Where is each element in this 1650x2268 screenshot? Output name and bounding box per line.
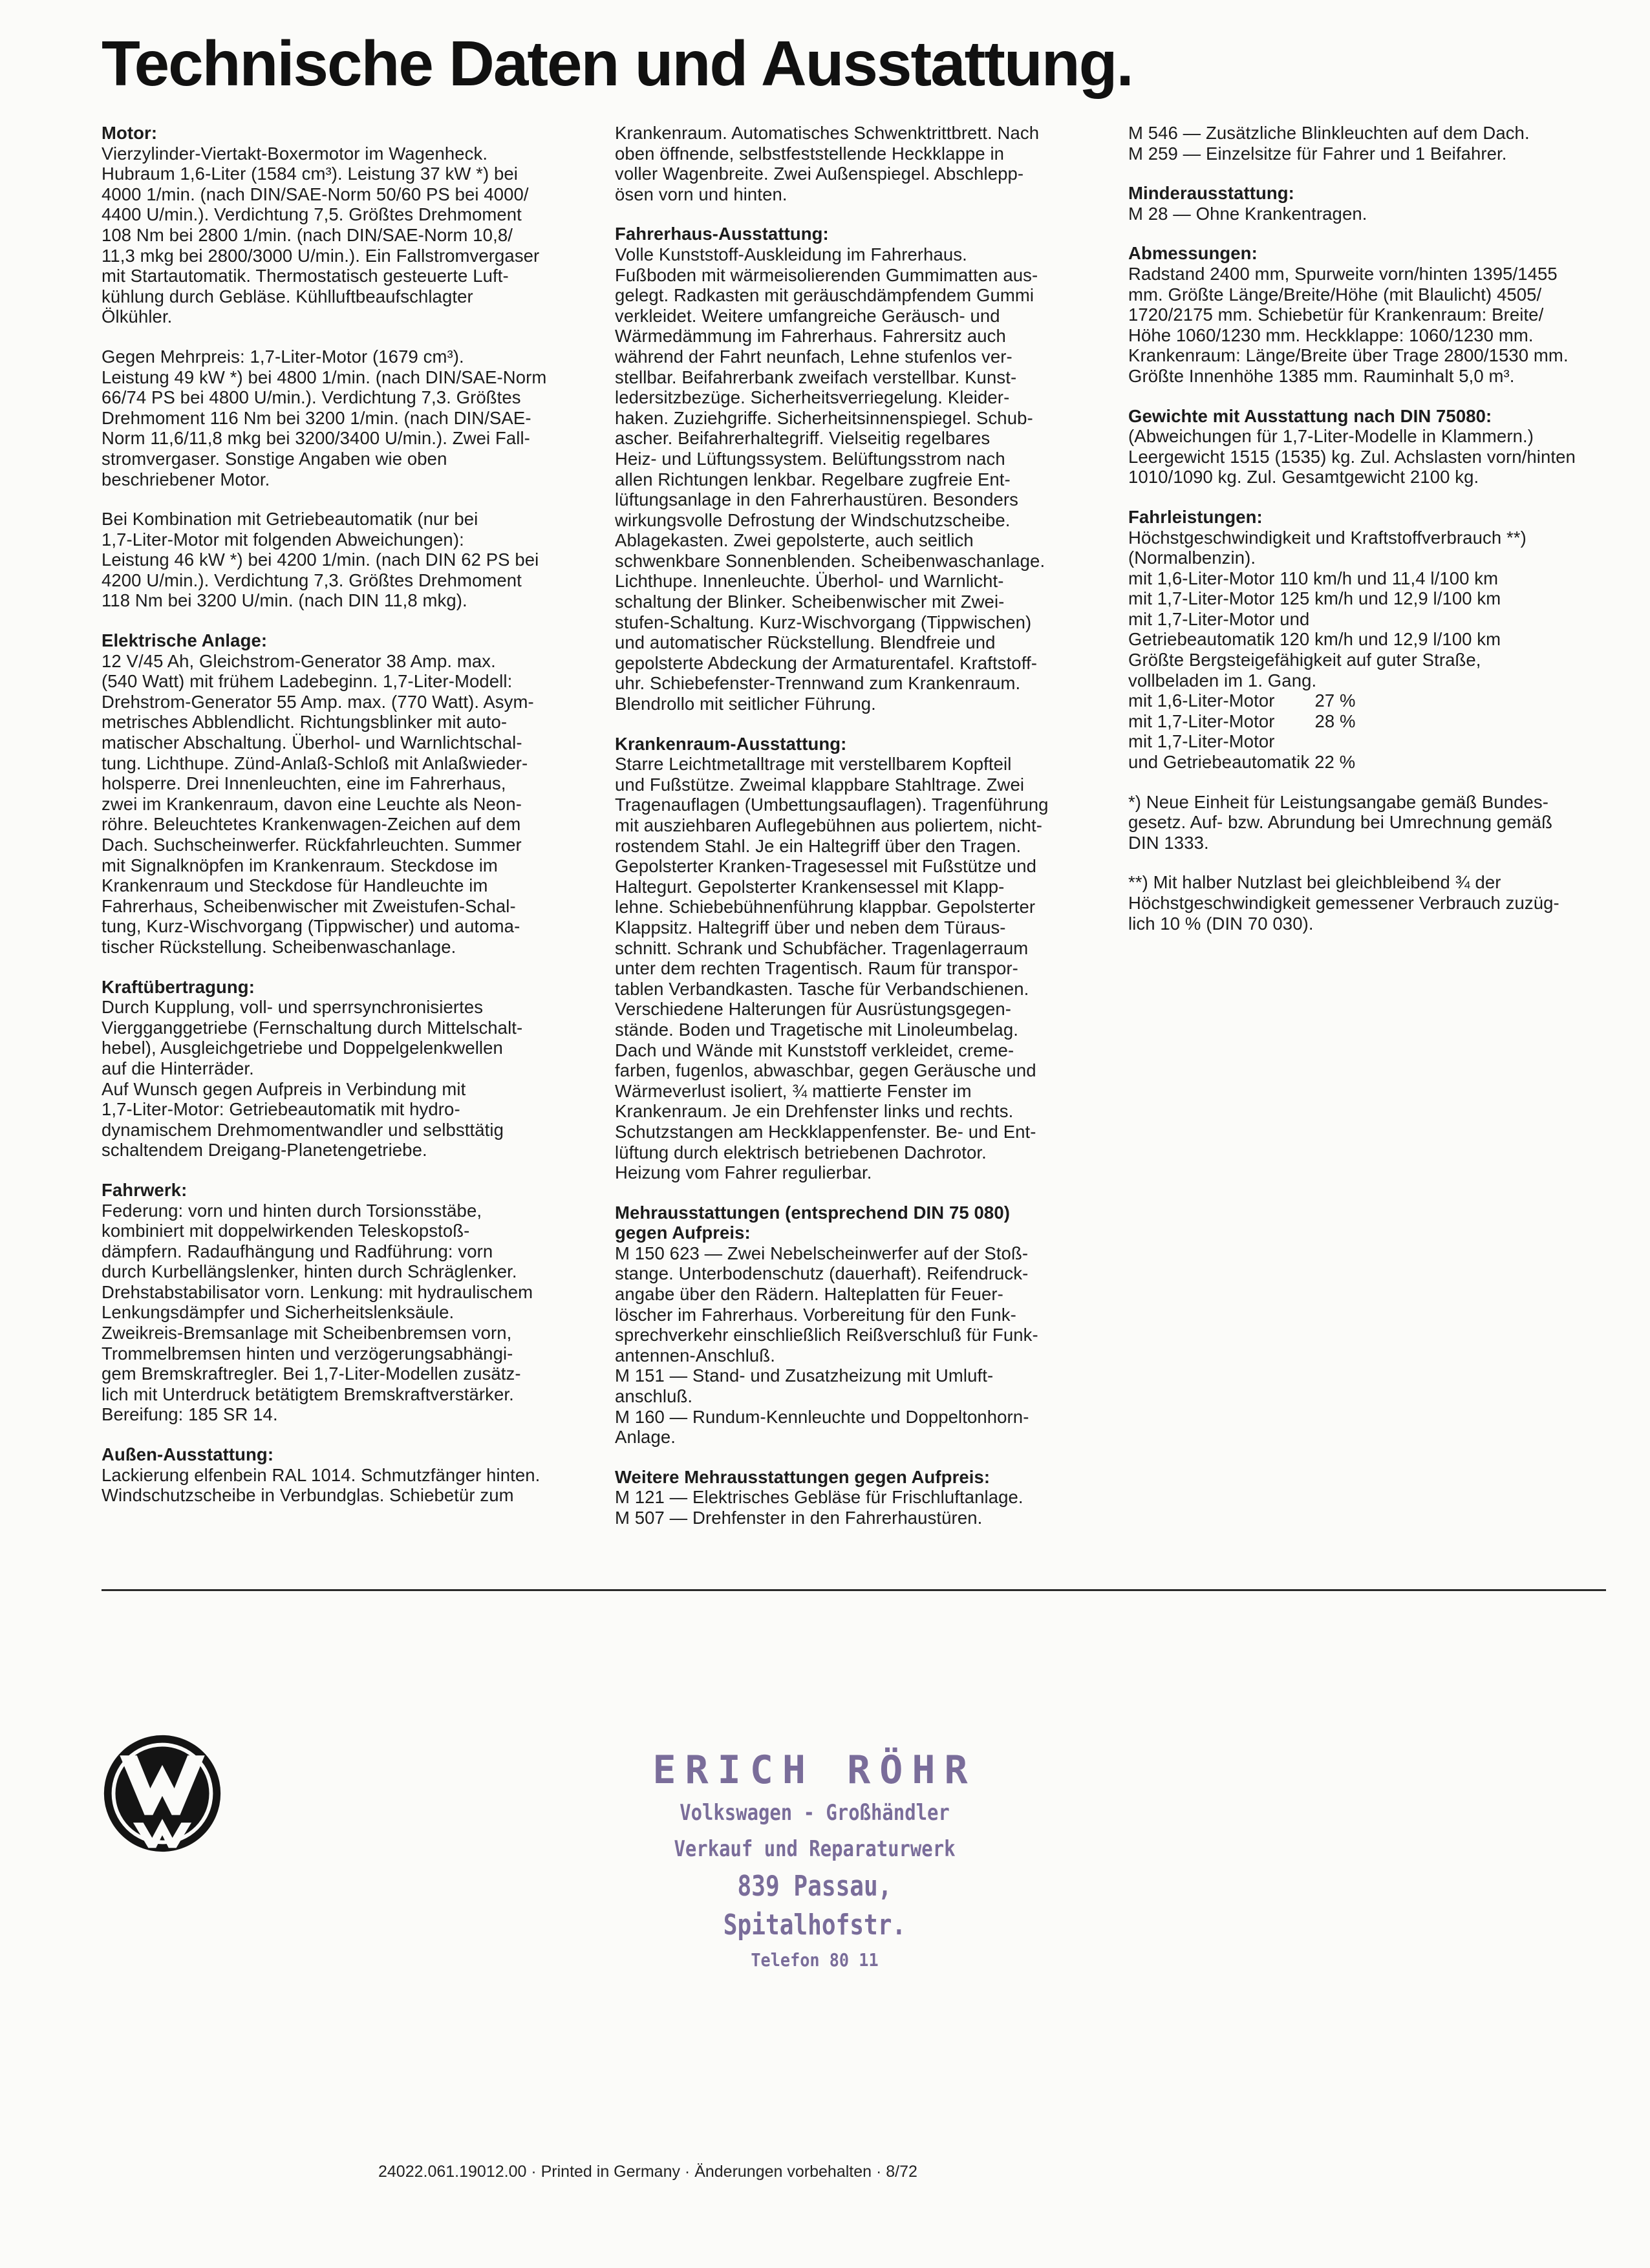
- section-minderausstattung: [1128, 183, 1607, 224]
- section-text: Volle Kunststoff-Auskleidung im Fahrerhaus. Fußboden mit wärmeisolierenden Gummimatten aus- gelegt. Radkasten mit geräuschdämpfendem Gummi verkleidet. Weitere umfangreiche Geräusch- und Wärmedämmung im Fahrerhaus. Fahrersitz auch während der Fahrt neunfach, Lehne stufenlos ver- stellbar. Beifahrerbank zweifach verstellbar. Kunst- ledersitzbezüge. Sicherheitsverriegelung. Kleider- haken. Zuziehgriffe. Sicherheitsinnenspiegel. Schub- ascher. Beifahrerhaltegriff. Vielseitig regelbares Heiz- und Lüftungssystem. Belüftungsstrom nach allen Richtungen lenkbar. Regelbare zugfreie Ent- lüftungsanlage in den Fahrerhaustüren. Besonders wirkungsvolle Defrostung der Windschutzscheibe. Ablagekasten. Zwei gepolsterte, auch seitlich schwenkbare Sonnenblenden. Scheibenwaschanlage. Lichthupe. Innenleuchte. Überhol- und Warnlicht- schaltung der Blinker. Scheibenwischer mit Zwei- stufen-Schaltung. Kurz-Wischvorgang (Tippwischen) und automatischer Rückstellung. Blendfreie und gepolsterte Abdeckung der Armaturentafel. Kraftstoff- uhr. Schiebefenster-Trennwand zum Krankenraum. Blendrollo mit seitlicher Führung.: [615, 244, 1045, 714]
- section-text: Durch Kupplung, voll- und sperrsynchronisiertes Viergganggetriebe (Fernschaltung durch Mittelschalt- hebel), Ausgleichgetriebe und Doppelgelenkwellen auf die Hinterräder. Auf Wunsch gegen Aufpreis in Verbindung mit 1,7-Liter-Motor: Getriebeautomatik mit hydro- dynamischem Drehmomentwandler und selbsttätig schaltendem Dreigang-Planetengetriebe.: [102, 997, 523, 1161]
- section-title: Krankenraum-Ausstattung:: [615, 733, 847, 754]
- section-title: Elektrische Anlage:: [102, 630, 268, 651]
- vw-logo-icon: [99, 1730, 226, 1857]
- section-text: Federung: vorn und hinten durch Torsionsstäbe, kombiniert mit doppelwirkenden Teleskopstoß- dämpfern. Radaufhängung und Radführung: vorn durch Kurbellängslenker, hinten durch Schräglenker. Drehstabstabilisator vorn. Lenkung: mit hydraulischem Lenkungsdämpfer und Sicherheitslenksäule. Zweikreis-Bremsanlage mit Scheibenbremsen vorn, Trommelbremsen hinten und verzögerungsabhängi- gem Bremskraftregler. Bei 1,7-Liter-Modellen zusätz- lich mit Unterdruck betätigtem Bremskraftverstärker. Bereifung: 185 SR 14.: [102, 1200, 533, 1425]
- section-fahrerhaus-ausstattung: [615, 224, 1080, 714]
- section-text: Bei Kombination mit Getriebeautomatik (nur bei 1,7-Liter-Motor mit folgenden Abweichungen): Leistung 46 kW *) bei 4200 1/min. (nach DIN 62 PS bei 4200 U/min.). Verdichtung 7,3. Größtes Drehmoment 118 Nm bei 3200 U/min. (nach DIN 11,8 mkg).: [102, 509, 539, 611]
- section-fahrwerk: [102, 1180, 580, 1425]
- section-text: Starre Leichtmetalltrage mit verstellbarem Kopfteil und Fußstütze. Zweimal klappbare Stahltrage. Zwei Tragenauflagen (Umbettungsauflagen). Tragenführung mit ausziehbaren Auflegebühnen aus poliertem, nicht- rostendem Stahl. Je ein Haltegriff über den Tragen. Gepolsterter Kranken-Tragesessel mit Fußstütze und Haltegurt. Gepolsterter Krankensessel mit Klapp- lehne. Schiebebühnenführung klappbar. Gepolsterter Klappsitz. Haltegriff über und neben dem Türaus- schnitt. Schrank und Schubfächer. Tragenlagerraum unter dem rechten Tragentisch. Raum für transpor- tablen Verbandkasten. Tasche für Verbandschienen. Verschiedene Halterungen für Ausrüstungsgegen- stände. Boden und Tragetische mit Linoleumbelag. Dach und Wände mit Kunststoff verkleidet, creme- farben, fugenlos, abwaschbar, gegen Geräusche und Wärmeverlust isoliert, ¾ mattierte Fenster im Krankenraum. Je ein Drehfenster links und rechts. Schutzstangen am Heckklappenfenster. Be- und Ent- lüftung durch elektrisch betriebenen Dachrotor. Heizung vom Fahrer regulierbar.: [615, 754, 1049, 1183]
- section-fahrleistungen: [1128, 507, 1607, 934]
- section-weitere-mehrausstattungen: [615, 1467, 1080, 1528]
- divider-line: [102, 1589, 1606, 1591]
- column-2: [615, 123, 1080, 1548]
- section-title: Gewichte mit Ausstattung nach DIN 75080:: [1128, 405, 1492, 426]
- section-elektrische-anlage: [102, 630, 580, 957]
- section-mehrausstattungen: [615, 1203, 1080, 1448]
- section-text: Krankenraum. Automatisches Schwenktrittbrett. Nach oben öffnende, selbstfeststellende Heckklappe in voller Wagenbreite. Zwei Außenspiegel. Abschlepp- ösen vorn und hinten.: [615, 123, 1040, 204]
- stamp-line-2: Verkauf und Reparaturwerk: [674, 1836, 956, 1862]
- section-motor: [102, 123, 580, 611]
- section-title: Motor:: [102, 123, 158, 143]
- section-text: Höchstgeschwindigkeit und Kraftstoffverbrauch **) (Normalbenzin). mit 1,6-Liter-Motor 110 km/h und 11,4 l/100 km mit 1,7-Liter-Motor 125 km/h und 12,9 l/100 km mit 1,7-Liter-Motor und Getriebeautomatik 120 km/h und 12,9 l/100 km Größte Bergsteigefähigkeit auf guter Straße, vollbeladen im 1. Gang. mit 1,6-Liter-Motor 27 % mit 1,7-Liter-Motor 28 % mit 1,7-Liter-Motor und Getriebeautomatik 22 %: [1128, 527, 1527, 773]
- section-text: Lackierung elfenbein RAL 1014. Schmutzfänger hinten. Windschutzscheibe in Verbundglas. Schiebetür zum: [102, 1464, 541, 1506]
- section-title: Außen-Ausstattung:: [102, 1444, 274, 1465]
- section-text: M 546 — Zusätzliche Blinkleuchten auf dem Dach. M 259 — Einzelsitze für Fahrer und 1 Beifahrer.: [1128, 123, 1530, 164]
- section-gewichte: [1128, 406, 1607, 487]
- column-3: [1128, 123, 1607, 953]
- section-text: M 150 623 — Zwei Nebelscheinwerfer auf der Stoß- stange. Unterbodenschutz (dauerhaft). Reifendruck- angabe über den Rädern. Halteplatten für Feuer- löscher im Fahrerhaus. Vorbereitung für den Funk- sprechverkehr einschließlich Reißverschluß für Funk- antennen-Anschluß. M 151 — Stand- und Zusatzheizung mit Umluft- anschluß. M 160 — Rundum-Kennleuchte und Doppeltonhorn- Anlage.: [615, 1243, 1038, 1448]
- section-krankenraum-ausstattung: [615, 734, 1080, 1183]
- section-title: Weitere Mehrausstattungen gegen Aufpreis:: [615, 1466, 991, 1487]
- section-text: Radstand 2400 mm, Spurweite vorn/hinten 1395/1455 mm. Größte Länge/Breite/Höhe (mit Blaulicht) 4505/ 1720/2175 mm. Schiebetür für Krankenraum: Breite/ Höhe 1060/1230 mm. Heckklappe: 1060/1230 mm. Krankenraum: Länge/Breite über Trage 2800/1530 mm. Größte Innenhöhe 1385 mm. Rauminhalt 5,0 m³.: [1128, 263, 1569, 386]
- footnote-2: **) Mit halber Nutzlast bei gleichbleibend ¾ der Höchstgeschwindigkeit gemessener Verbrauch zuzüg- lich 10 % (DIN 70 030).: [1128, 872, 1559, 934]
- section-mehrausstattungen-continued: [1128, 123, 1607, 164]
- section-text: 12 V/45 Ah, Gleichstrom-Generator 38 Amp. max. (540 Watt) mit frühem Ladebeginn. 1,7-Liter-Modell: Drehstrom-Generator 55 Amp. max. (770 Watt). Asym- metrisches Abblendlicht. Richtungsblinker mit auto- matischer Abschaltung. Überhol- und Warnlichtschal- tung. Lichthupe. Zünd-Anlaß-Schloß mit Anlaßwieder- holsperre. Drei Innenleuchten, eine im Fahrerhaus, zwei im Krankenraum, davon eine Leuchte als Neon- röhre. Beleuchtetes Krankenwagen-Zeichen auf dem Dach. Suchscheinwerfer. Rückfahrleuchten. Summer mit Signalknöpfen im Krankenraum. Steckdose im Krankenraum und Steckdose für Handleuchte im Fahrerhaus, Scheibenwischer mit Zweistufen-Schal- tung, Kurz-Wischvorgang (Tippwischer) und automa- tischer Rückstellung. Scheibenwaschanlage.: [102, 650, 534, 957]
- page-title: Technische Daten und Ausstattung.: [102, 28, 1133, 99]
- section-aussen-ausstattung: [102, 1444, 580, 1506]
- section-text: Vierzylinder-Viertakt-Boxermotor im Wagenheck. Hubraum 1,6-Liter (1584 cm³). Leistung 37 kW *) bei 4000 1/min. (nach DIN/SAE-Norm 50/60 PS bei 4000/ 4400 U/min.). Verdichtung 7,5. Größtes Drehmoment 108 Nm bei 2800 1/min. (nach DIN/SAE-Norm 10,8/ 11,3 mkg bei 2800/3000 U/min.). Ein Fallstromvergaser mit Startautomatik. Thermostatisch gesteuerte Luft- kühlung durch Gebläse. Kühlluftbeaufschlagter Ölkühler.: [102, 143, 540, 327]
- dealer-stamp: [621, 1746, 1009, 1976]
- print-footer: 24022.061.19012.00 · Printed in Germany · Änderungen vorbehalten · 8/72: [378, 2163, 917, 2181]
- section-title: Fahrerhaus-Ausstattung:: [615, 224, 829, 244]
- stamp-dealer-name: ERICH RÖHR: [652, 1748, 977, 1793]
- section-text: M 28 — Ohne Krankentragen.: [1128, 203, 1367, 224]
- section-title: Abmessungen:: [1128, 243, 1258, 264]
- section-title: Minderausstattung:: [1128, 183, 1294, 204]
- stamp-line-1: Volkswagen - Großhändler: [680, 1800, 950, 1826]
- section-text: Gegen Mehrpreis: 1,7-Liter-Motor (1679 cm³). Leistung 49 kW *) bei 4800 1/min. (nach DIN/SAE-Norm 66/74 PS bei 4800 U/min.). Verdichtung 7,3. Größtes Drehmoment 116 Nm bei 3200 1/min. (nach DIN/SAE- Norm 11,6/11,8 mkg bei 3200/3400 U/min.). Zwei Fall- stromvergaser. Sonstige Angaben wie oben beschriebener Motor.: [102, 346, 547, 489]
- section-text: (Abweichungen für 1,7-Liter-Modelle in Klammern.) Leergewicht 1515 (1535) kg. Zul. Achslasten vorn/hinten 1010/1090 kg. Zul. Gesamtgewicht 2100 kg.: [1128, 426, 1576, 487]
- section-title: Fahrwerk:: [102, 1179, 188, 1200]
- section-text: M 121 — Elektrisches Gebläse für Frischluftanlage. M 507 — Drehfenster in den Fahrerhaustüren.: [615, 1487, 1023, 1528]
- section-abmessungen: [1128, 243, 1607, 386]
- section-title: Mehrausstattungen (entsprechend DIN 75 080) gegen Aufpreis:: [615, 1202, 1010, 1243]
- footnote-1: *) Neue Einheit für Leistungsangabe gemäß Bundes- gesetz. Auf- bzw. Abrundung bei Umrechnung gemäß DIN 1333.: [1128, 791, 1553, 853]
- stamp-address: 839 Passau, Spitalhofstr.: [723, 1870, 906, 1942]
- stamp-phone: Telefon 80 11: [751, 1949, 879, 1971]
- section-title: Kraftübertragung:: [102, 976, 255, 997]
- section-title: Fahrleistungen:: [1128, 506, 1263, 527]
- section-aussen-continued: [615, 123, 1080, 204]
- section-kraftuebertragung: [102, 977, 580, 1161]
- column-1: [102, 123, 580, 1525]
